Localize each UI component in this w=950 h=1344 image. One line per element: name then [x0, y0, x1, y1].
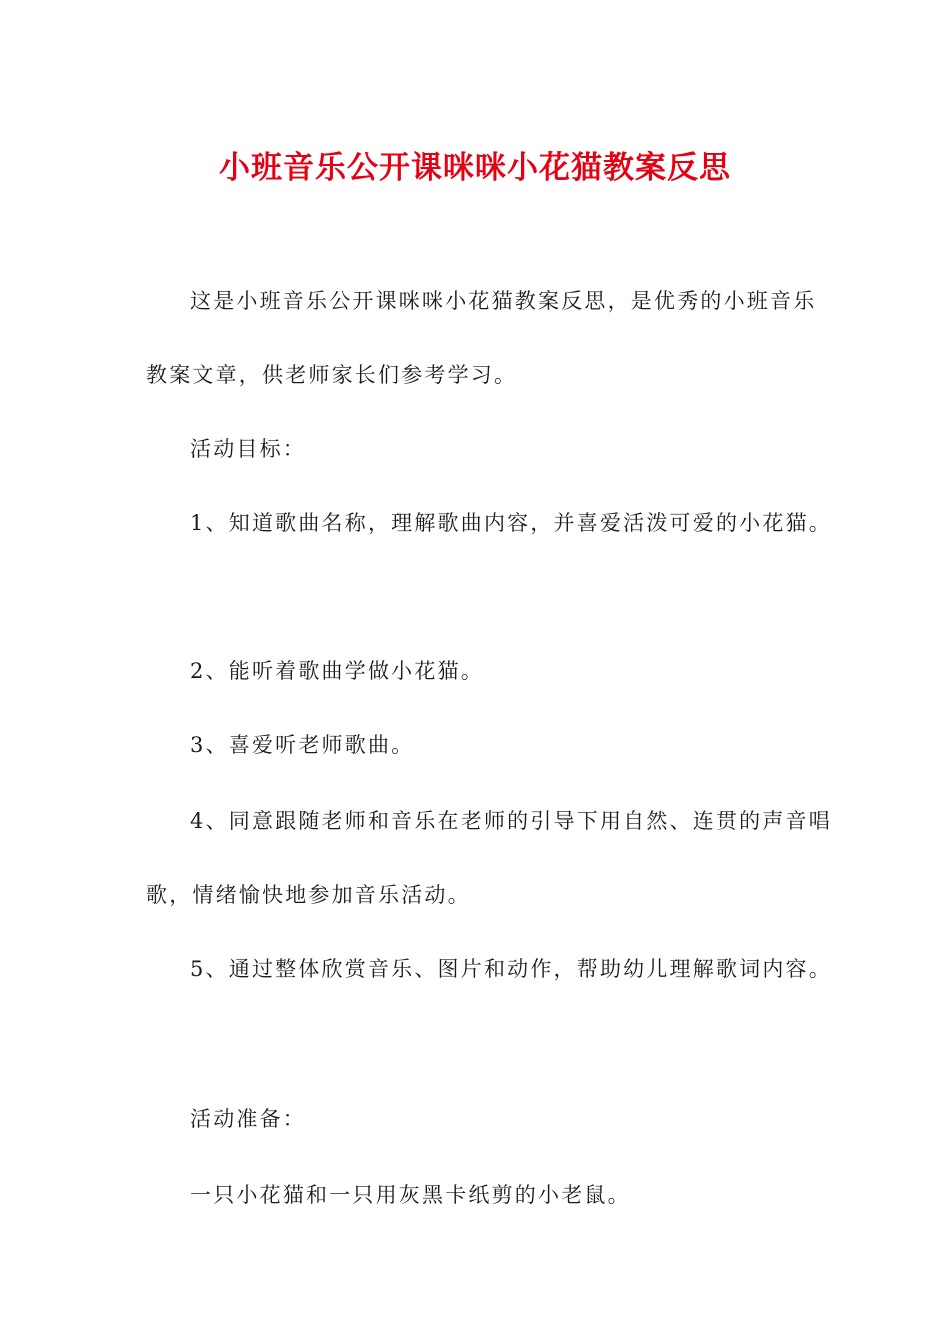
preparation-item: 一只小花猫和一只用灰黑卡纸剪的小老鼠。 [190, 1183, 631, 1207]
goal-item-4-line-1: 4、同意跟随老师和音乐在老师的引导下用自然、连贯的声音唱 [190, 809, 832, 833]
section-heading-preparation: 活动准备： [190, 1107, 306, 1131]
goal-item-4-line-2: 歌，情绪愉快地参加音乐活动。 [146, 883, 471, 907]
goal-item-5: 5、通过整体欣赏音乐、图片和动作，帮助幼儿理解歌词内容。 [190, 957, 832, 981]
goal-item-2: 2、能听着歌曲学做小花猫。 [190, 659, 484, 683]
document-title: 小班音乐公开课咪咪小花猫教案反思 [219, 150, 731, 186]
intro-line-2: 教案文章，供老师家长们参考学习。 [146, 363, 518, 387]
intro-line-1: 这是小班音乐公开课咪咪小花猫教案反思，是优秀的小班音乐 [190, 289, 817, 313]
goal-item-1: 1、知道歌曲名称，理解歌曲内容，并喜爱活泼可爱的小花猫。 [190, 511, 832, 535]
goal-item-3: 3、喜爱听老师歌曲。 [190, 733, 415, 757]
section-heading-goals: 活动目标： [190, 437, 306, 461]
